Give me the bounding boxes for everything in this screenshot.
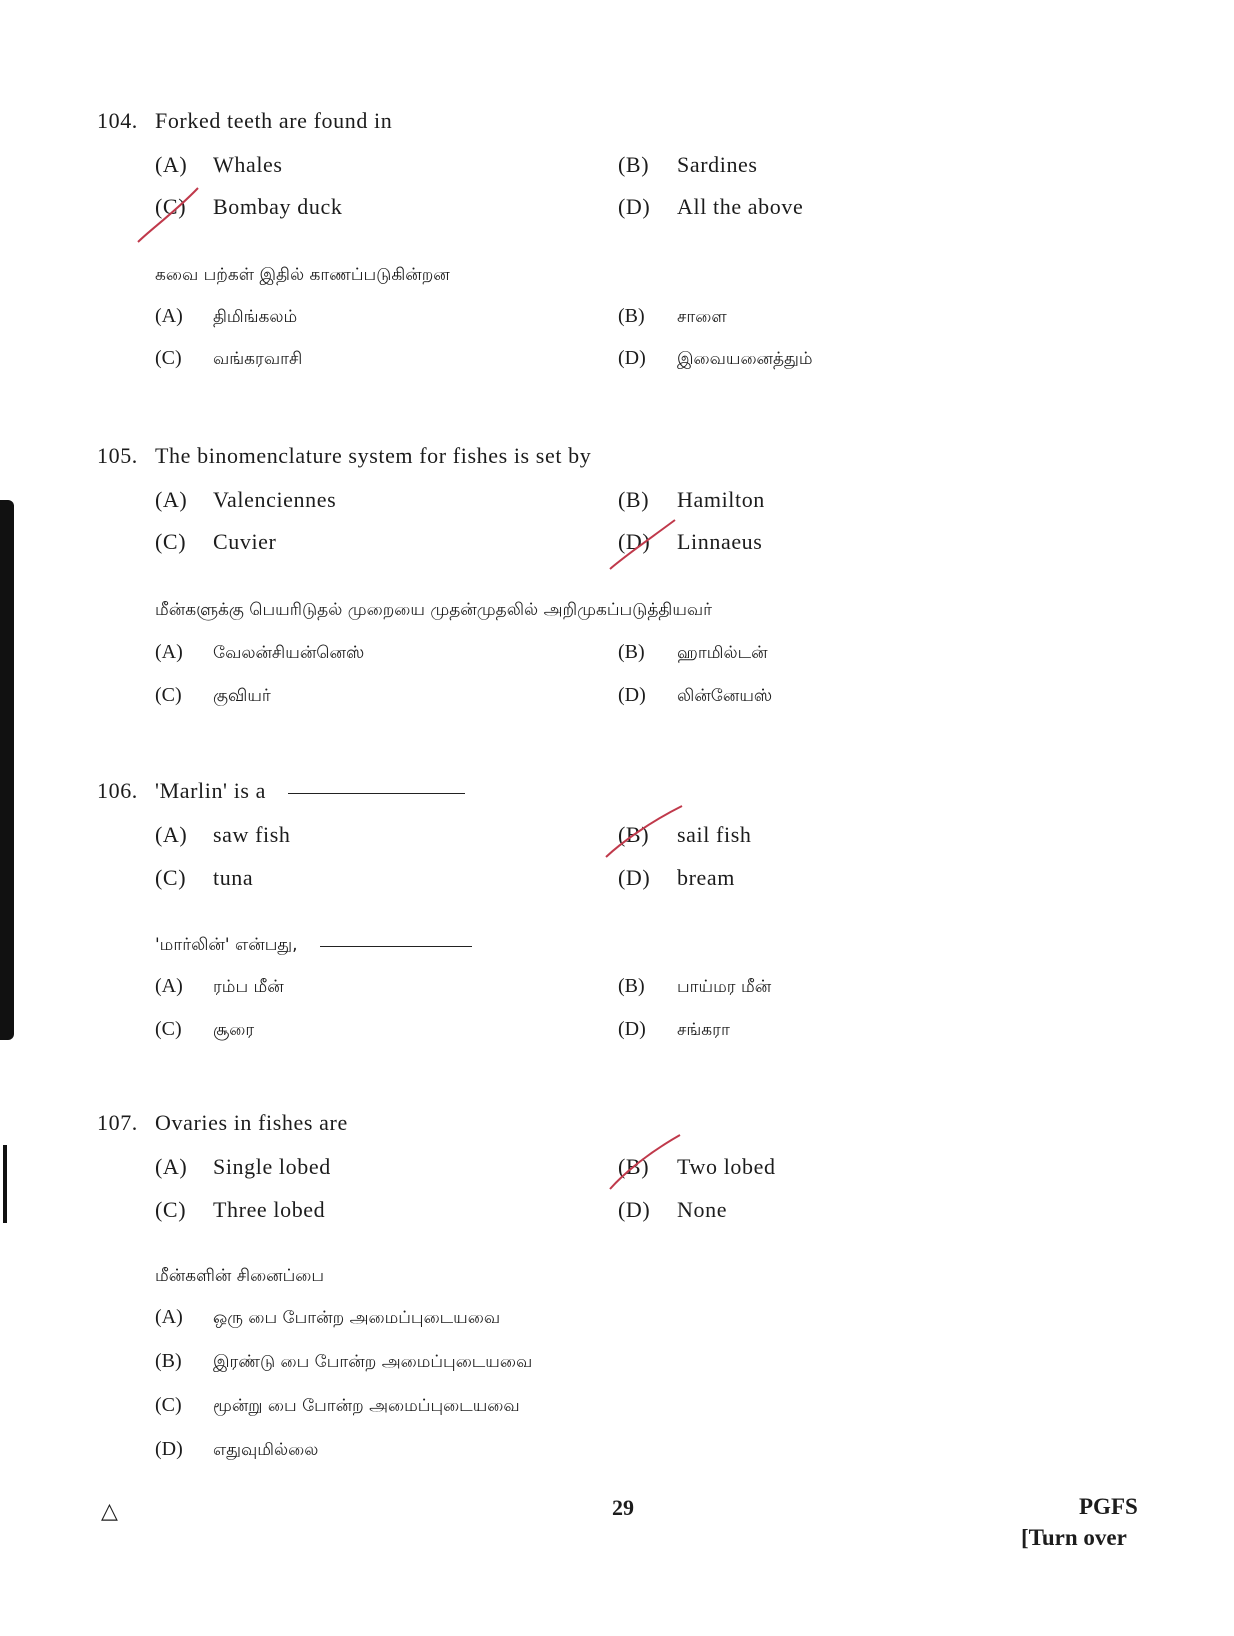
option-text-tamil: வேலன்சியன்னெஸ் <box>213 643 365 663</box>
option-label: (C) <box>155 194 187 219</box>
option-label: (B) <box>618 822 650 847</box>
option-label: (C) <box>155 1018 182 1040</box>
scan-edge-shadow <box>0 500 14 1040</box>
turn-over-label: [Turn over <box>1021 1525 1127 1550</box>
option-text-tamil: வங்கரவாசி <box>213 349 303 369</box>
option-text: Whales <box>213 152 283 177</box>
question-stem: Forked teeth are found in <box>155 108 393 133</box>
option-text: Bombay duck <box>213 194 343 219</box>
tick-mark <box>138 188 198 242</box>
option-text: Valenciennes <box>213 487 337 512</box>
page-number: 29 <box>612 1495 634 1520</box>
option-text: Sardines <box>677 152 758 177</box>
option-label: (D) <box>618 194 651 219</box>
option-text: tuna <box>213 865 254 890</box>
question-stem-tamil: கவை பற்கள் இதில் காணப்படுகின்றன <box>155 265 450 285</box>
option-label: (D) <box>618 684 646 706</box>
question-number: 104. <box>97 108 138 133</box>
option-text: Three lobed <box>213 1197 326 1222</box>
option-text: Linnaeus <box>677 529 763 554</box>
option-label: (C) <box>155 347 182 369</box>
option-text: All the above <box>677 194 804 219</box>
question-stem-tamil: 'மார்லின்' என்பது, <box>155 935 298 955</box>
option-label: (A) <box>155 822 188 847</box>
option-label: (B) <box>618 487 650 512</box>
option-label: (D) <box>618 529 651 554</box>
scan-edge-shadow <box>3 1145 7 1223</box>
option-text: sail fish <box>677 822 752 847</box>
option-text-tamil: மூன்று பை போன்ற அமைப்புடையவை <box>213 1396 520 1416</box>
question-number: 107. <box>97 1110 138 1135</box>
option-text-tamil: சங்கரா <box>677 1020 730 1040</box>
option-text: Two lobed <box>677 1154 776 1179</box>
question-stem: The binomenclature system for fishes is set by <box>155 443 592 468</box>
option-label: (B) <box>618 305 645 327</box>
option-text-tamil: குவியர் <box>213 686 271 706</box>
paper-code: PGFS <box>1079 1494 1138 1519</box>
question-number: 106. <box>97 778 138 803</box>
option-label: (D) <box>618 1018 646 1040</box>
option-label: (A) <box>155 152 188 177</box>
triangle-icon: △ <box>101 1498 118 1523</box>
option-label: (D) <box>155 1438 183 1460</box>
option-text: None <box>677 1197 728 1222</box>
option-text-tamil: திமிங்கலம் <box>213 307 298 327</box>
option-label: (A) <box>155 1306 183 1328</box>
question-number: 105. <box>97 443 138 468</box>
question-stem-tamil: மீன்களின் சினைப்பை <box>155 1266 325 1286</box>
option-text: Single lobed <box>213 1154 331 1179</box>
option-label: (A) <box>155 641 183 663</box>
option-text: Cuvier <box>213 529 277 554</box>
option-text: Hamilton <box>677 487 765 512</box>
option-label: (C) <box>155 1197 187 1222</box>
option-text-tamil: ரம்ப மீன் <box>213 977 284 997</box>
question-stem: 'Marlin' is a <box>155 778 267 803</box>
option-text: bream <box>677 865 735 890</box>
option-text-tamil: பாய்மர மீன் <box>677 977 772 997</box>
option-label: (B) <box>618 975 645 997</box>
option-label: (D) <box>618 1197 651 1222</box>
option-label: (B) <box>618 1154 650 1179</box>
tick-mark <box>610 520 675 569</box>
option-label: (B) <box>618 152 650 177</box>
question-stem-tamil: மீன்களுக்கு பெயரிடுதல் முறையை முதன்முதலில் அறிமுகப்படுத்தியவர் <box>155 600 713 620</box>
option-text-tamil: எதுவுமில்லை <box>213 1440 319 1460</box>
option-label: (D) <box>618 347 646 369</box>
option-label: (B) <box>618 641 645 663</box>
option-text-tamil: ஒரு பை போன்ற அமைப்புடையவை <box>213 1308 501 1328</box>
option-label: (B) <box>155 1350 182 1372</box>
question-stem: Ovaries in fishes are <box>155 1110 348 1135</box>
option-text-tamil: இவையனைத்தும் <box>677 349 813 369</box>
option-text-tamil: சூரை <box>213 1020 255 1040</box>
option-label: (C) <box>155 865 187 890</box>
option-text: saw fish <box>213 822 291 847</box>
option-label: (C) <box>155 684 182 706</box>
option-label: (C) <box>155 1394 182 1416</box>
option-label: (A) <box>155 487 188 512</box>
option-label: (A) <box>155 975 183 997</box>
tick-mark <box>606 806 682 857</box>
tick-mark <box>610 1135 680 1189</box>
option-label: (C) <box>155 529 187 554</box>
option-text-tamil: லின்னேயஸ் <box>677 686 773 706</box>
option-label: (D) <box>618 865 651 890</box>
option-text-tamil: இரண்டு பை போன்ற அமைப்புடையவை <box>213 1352 533 1372</box>
option-text-tamil: ஹாமில்டன் <box>677 643 768 663</box>
option-text-tamil: சாளை <box>677 307 727 327</box>
option-label: (A) <box>155 1154 188 1179</box>
option-label: (A) <box>155 305 183 327</box>
